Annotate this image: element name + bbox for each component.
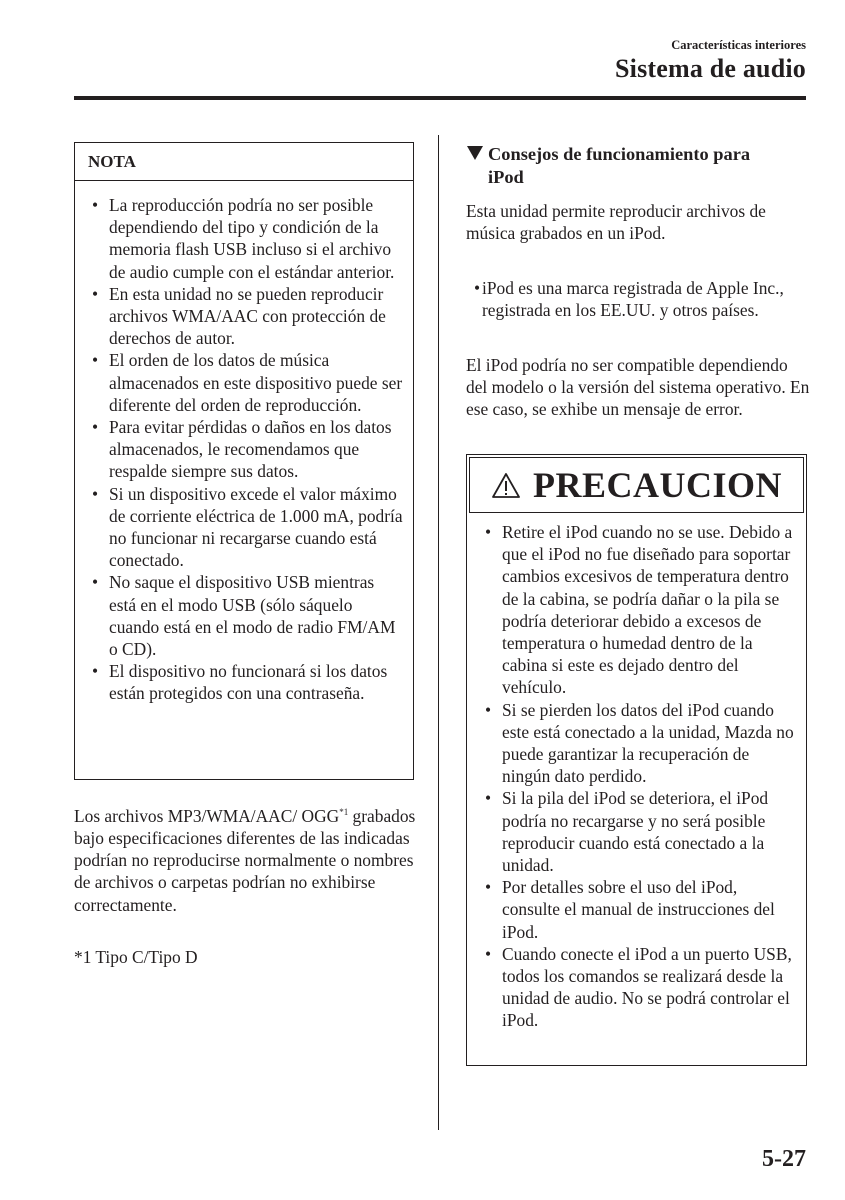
compatibility-paragraph: El iPod podría no ser compatible dependiendo del modelo o la versión del sistema operativo. En ese caso, se exhibe un mensaje de error.: [466, 355, 810, 420]
precaucion-item: • Si la pila del iPod se deteriora, el iPod podría no recargarse y no será posible reproducir cuando está conectado a la unidad.: [480, 787, 798, 876]
file-format-text-end: grabados bajo especificaciones diferentes de las indicadas podrían no reproducirse normalmente o nombres de archivos o carpetas podrían no exhibirse correctamente.: [74, 805, 416, 915]
trademark-text: iPod es una marca registrada de Apple Inc., registrada en los EE.UU. y otros países.: [482, 278, 784, 321]
precaucion-item: • Si se pierden los datos del iPod cuando este está conectado a la unidad, Mazda no puede garantizar la recuperación de ningún dato perdido.: [480, 699, 798, 788]
nota-item: • Para evitar pérdidas o daños en los datos almacenados, le recomendamos que respalde siempre sus datos.: [89, 416, 405, 483]
column-divider: [438, 135, 439, 1130]
nota-item: • La reproducción podría no ser posible dependiendo del tipo y condición de la memoria flash USB incluso si el archivo de audio cumple con el estándar anterior.: [89, 194, 405, 283]
nota-heading: NOTA: [75, 143, 413, 181]
bullet-dot: •: [474, 278, 481, 298]
precaucion-box: [466, 454, 807, 1066]
section-heading-line1: Consejos de funcionamiento para: [488, 144, 751, 164]
footnote-reference: *1: [339, 807, 349, 817]
precaucion-header: [469, 457, 804, 513]
chapter-subtitle: Características interiores: [671, 38, 806, 52]
section-heading: [466, 143, 806, 188]
footnote: *1 Tipo C/Tipo D: [74, 947, 198, 967]
nota-list: [75, 181, 413, 705]
page-number: 5-27: [762, 1146, 806, 1172]
precaucion-item: • Cuando conecte el iPod a un puerto USB, todos los comandos se realizará desde la unidad de audio. No se podrá controlar el iPod.: [480, 943, 798, 1032]
precaucion-item: • Por detalles sobre el uso del iPod, consulte el manual de instrucciones del iPod.: [480, 876, 798, 943]
nota-item: • El dispositivo no funcionará si los datos están protegidos con una contraseña.: [89, 660, 405, 704]
triangle-bullet-icon: [466, 143, 484, 161]
precaucion-item: • Retire el iPod cuando no se use. Debido a que el iPod no fue diseñado para soportar cambios excesivos de temperatura dentro de la cabina, se podría dañar o la pila se podría deteriorar debido a excesos de temperatura o humedad dentro de la cabina si este es dejado dentro del vehículo.: [480, 521, 798, 699]
page-title: Sistema de audio: [614, 54, 806, 83]
header-rule: [74, 96, 806, 100]
nota-item: • El orden de los datos de música almacenados en este dispositivo puede ser diferente del orden de reproducción.: [89, 349, 405, 416]
ipod-intro-paragraph: Esta unidad permite reproducir archivos de música grabados en un iPod.: [466, 201, 766, 244]
nota-item: • Si un dispositivo excede el valor máximo de corriente eléctrica de 1.000 mA, podría no funcionar ni recargarse cuando está conectado.: [89, 483, 405, 572]
trademark-note: [466, 277, 806, 321]
nota-box: [74, 142, 414, 780]
warning-triangle-icon: [491, 472, 521, 499]
section-heading-line2: iPod: [488, 166, 524, 187]
file-format-paragraph: [74, 801, 419, 916]
precaucion-list: [480, 521, 798, 1032]
nota-item: • No saque el dispositivo USB mientras está en el modo USB (sólo sáquelo cuando está en el modo de radio FM/AM o CD).: [89, 571, 405, 660]
precaucion-heading: PRECAUCION: [532, 465, 782, 505]
file-format-text-start: Los archivos MP3/WMA/AAC/ OGG: [74, 805, 340, 826]
nota-item: • En esta unidad no se pueden reproducir archivos WMA/AAC con protección de derechos de autor.: [89, 283, 405, 350]
